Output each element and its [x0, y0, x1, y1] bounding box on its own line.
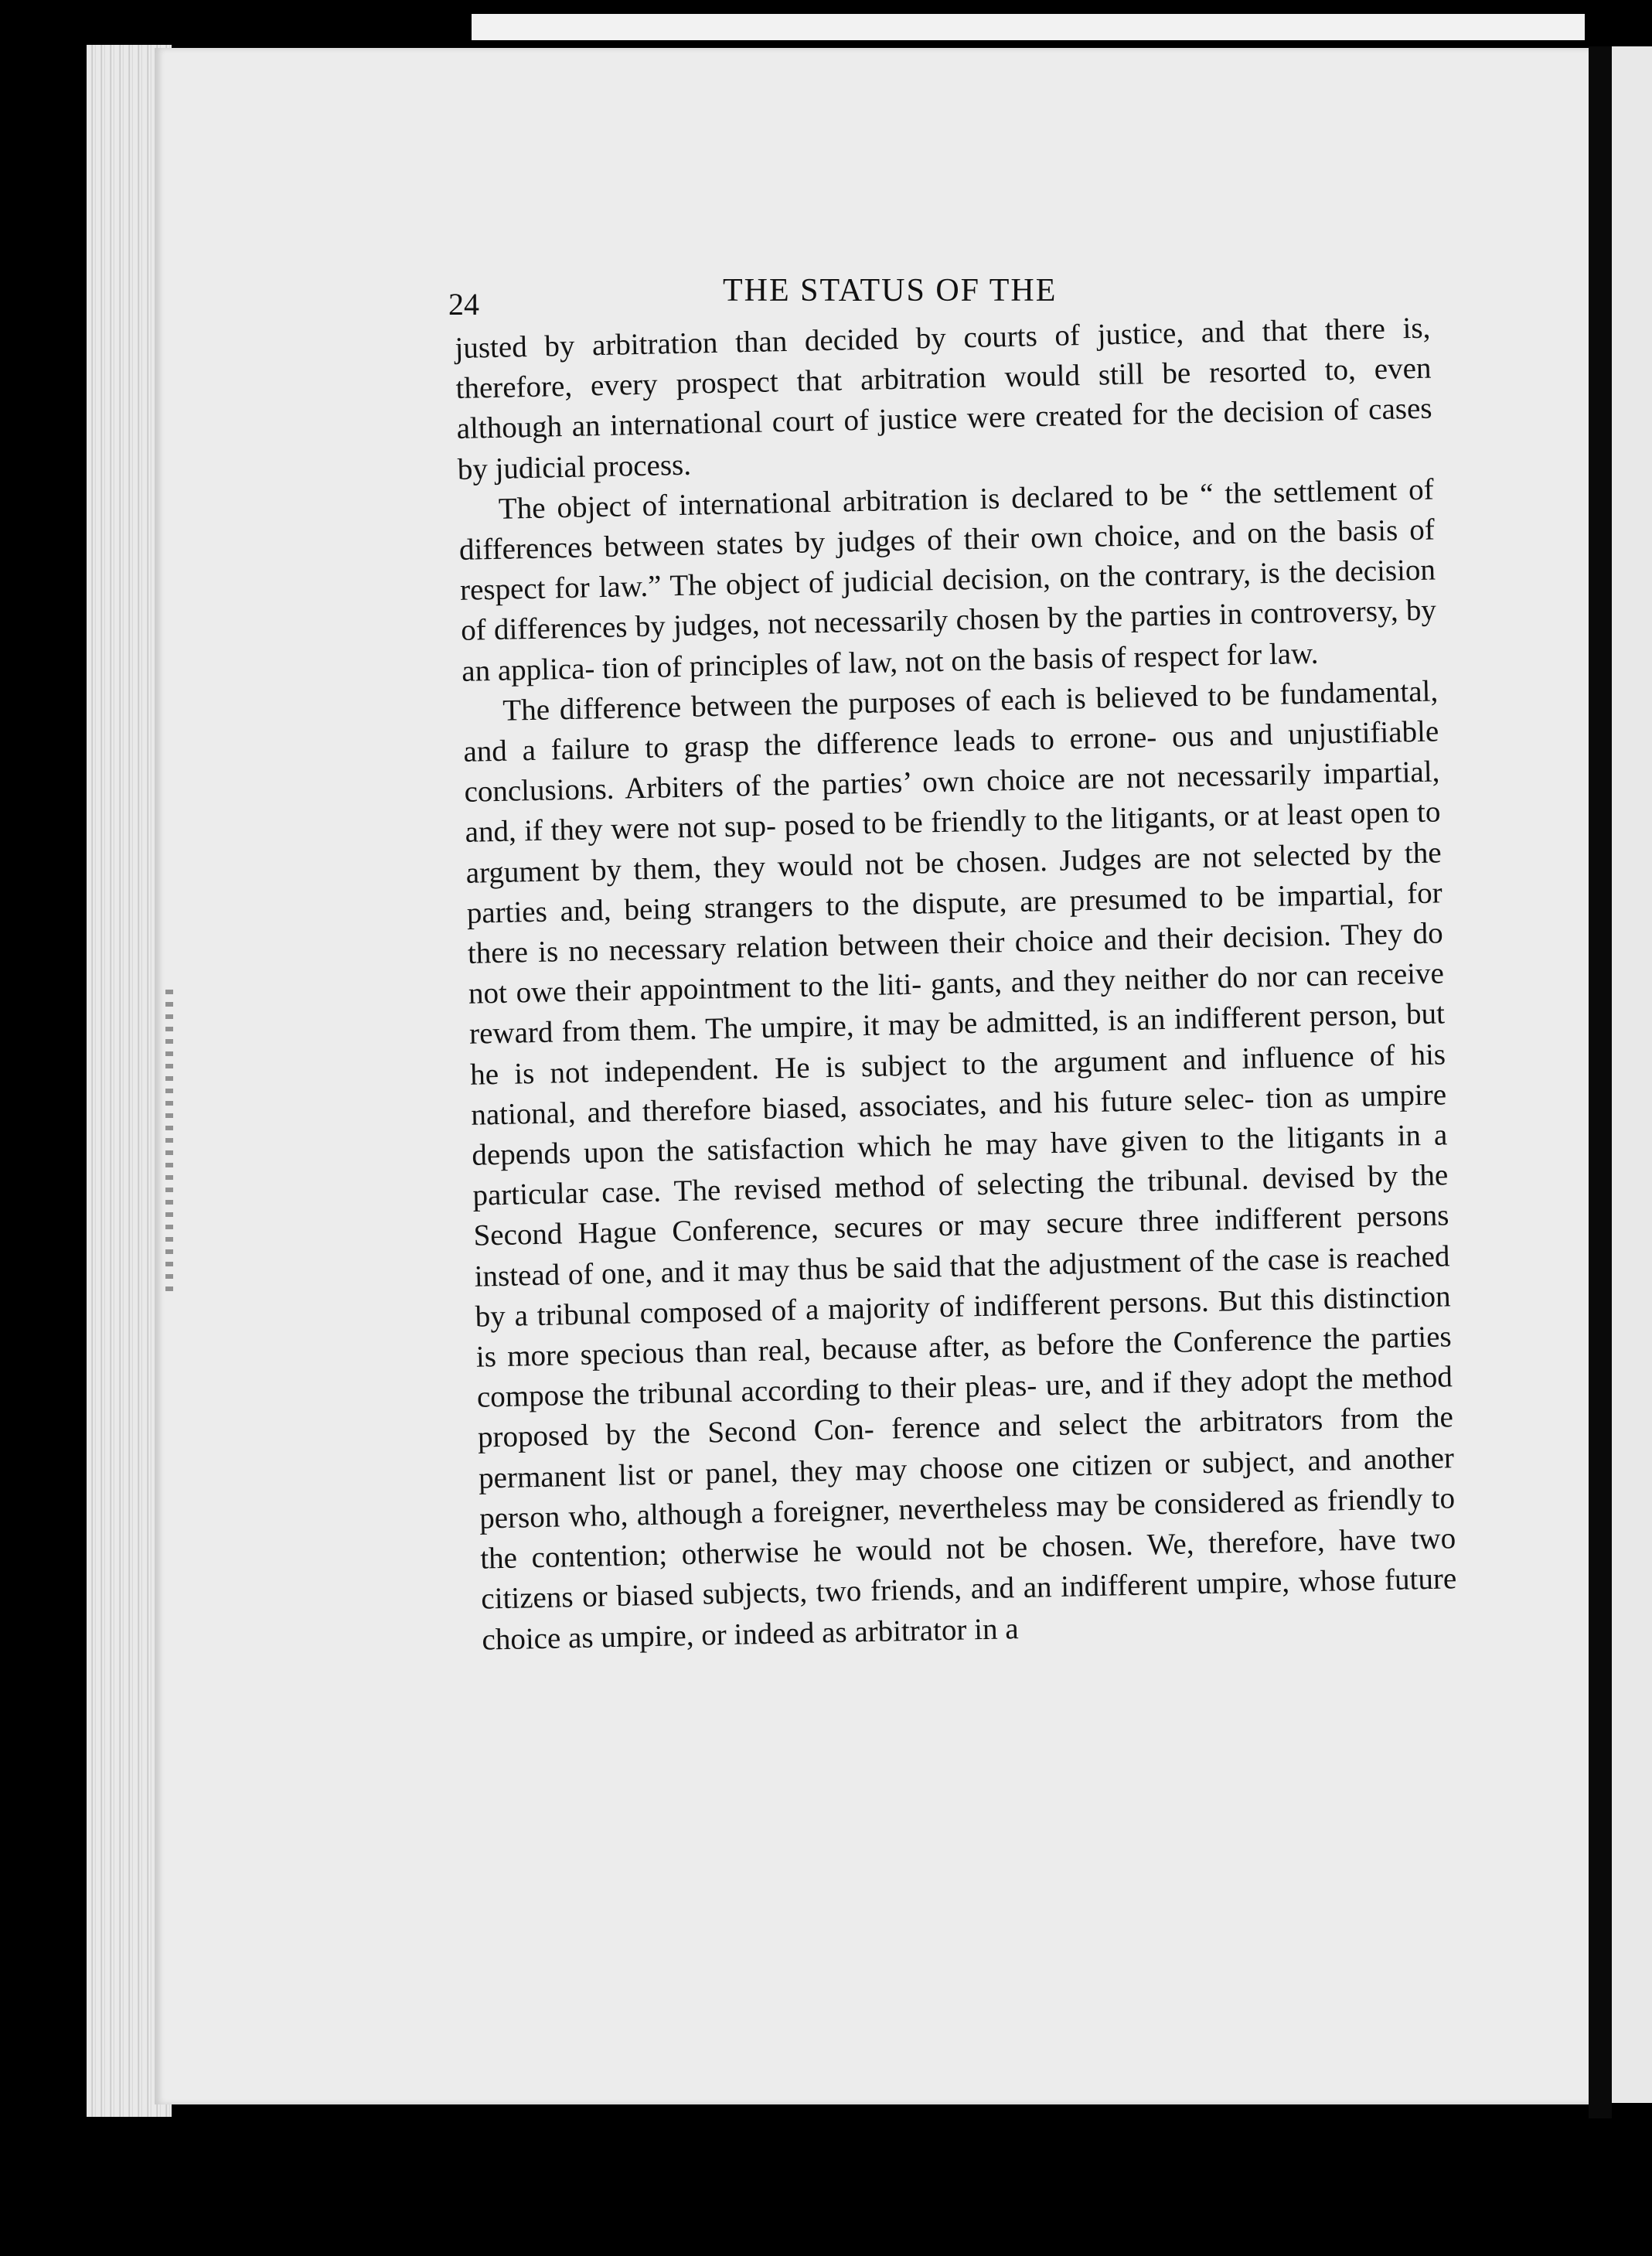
text-line: selecting the tribunal. devised by the Second Hague Conference,: [473, 1158, 1449, 1253]
text-line: impartial, for there is no necessary relation between their choice: [467, 876, 1443, 970]
text-line: created for the decision of cases by judicial process.: [457, 391, 1432, 486]
text-line: ference and select the arbitrators from the permanent list or panel,: [478, 1400, 1454, 1495]
text-line: secures or may secure three indifferent persons instead of one, and: [474, 1198, 1449, 1293]
text-line: a tribunal composed of a majority of indifferent persons. But this: [514, 1282, 1315, 1333]
text-line: distinction is more specious than real, because after, as before the: [475, 1280, 1451, 1374]
text-line: the contention; otherwise he would not be chosen. We, therefore,: [479, 1524, 1326, 1576]
text-line: ure, and if they adopt the method proposed by the Second Con-: [477, 1360, 1453, 1455]
text-line: decision, on the contrary, is the decision of differences by judges,: [460, 553, 1436, 648]
running-head: THE STATUS OF THE: [723, 273, 1058, 308]
binding-shadow: [1589, 46, 1612, 2118]
text-line: fundamental, and a failure to grasp the difference leads to errone-: [463, 674, 1439, 768]
text-line: not necessarily chosen by the parties in controversy, by an applica-: [461, 593, 1437, 688]
text-line: settlement of differences between states by judges of their own: [458, 472, 1435, 567]
paragraph-1: [455, 308, 1433, 490]
text-line: choice, and on the basis of respect for law.” The object of judicial: [459, 513, 1436, 608]
text-line: The difference between the purposes of each is believed to be: [502, 677, 1271, 728]
page-number: 24: [448, 287, 479, 322]
text-line: The umpire, it may be admitted, is an indifferent person, but he: [469, 997, 1446, 1092]
text-line: the parties and, being strangers to the dispute, are presumed to be: [466, 836, 1442, 930]
text-line: choice are not necessarily impartial, and, if they were not sup-: [465, 755, 1440, 850]
body-text: [455, 308, 1458, 1661]
text-line: ous and unjustifiable conclusions. Arbiters of the parties’ own: [464, 714, 1439, 809]
text-line: they may choose one citizen or subject, and another person who,: [479, 1440, 1455, 1535]
text-line: tion of principles of law, not on the basis of respect for law.: [601, 636, 1319, 685]
text-line: it may thus be said that the adjustment of the case is reached by: [475, 1239, 1450, 1334]
paragraph-2: [458, 469, 1437, 691]
text-line: by them, they would not be chosen. Judges are not selected by: [591, 837, 1393, 888]
text-line: The object of international arbitration is declared to be “ the: [498, 475, 1262, 526]
paragraph-3: [462, 671, 1458, 1660]
text-line: posed to be friendly to the litigants, or at least open to argument: [465, 795, 1441, 890]
next-page-edge: [472, 14, 1585, 40]
text-line: and their decision. They do not owe their appointment to the liti-: [468, 916, 1444, 1011]
text-line: there is, therefore, every prospect that arbitration would still be: [455, 311, 1431, 406]
text-line: his national, and therefore biased, associates, and his future selec-: [470, 1038, 1446, 1132]
text-line: although a foreigner, nevertheless may be considered as friendly to: [636, 1481, 1456, 1532]
text-line: have two citizens or biased subjects, two friends, and an indifferent: [480, 1522, 1456, 1616]
page-edge-right: [1612, 46, 1652, 2103]
margin-marks: [165, 990, 173, 1299]
text-line: is not independent. He is subject to the argument and influence of: [513, 1038, 1395, 1091]
text-line: Conference the parties compose the tribunal according to their pleas-: [476, 1320, 1453, 1414]
text-line: resorted to, even although an international court of justice were: [456, 351, 1432, 446]
text-line: given to the litigants in a particular case. The revised method of: [472, 1118, 1448, 1213]
text-line: justed by arbitration than decided by courts of justice, and that: [455, 313, 1308, 365]
text-line: tion as umpire depends upon the satisfaction which he may have: [471, 1078, 1447, 1172]
text-line: gants, and they neither do nor can receive reward from them.: [468, 956, 1445, 1051]
text-line: umpire, whose future choice as umpire, or indeed as arbitrator in a: [482, 1562, 1457, 1657]
